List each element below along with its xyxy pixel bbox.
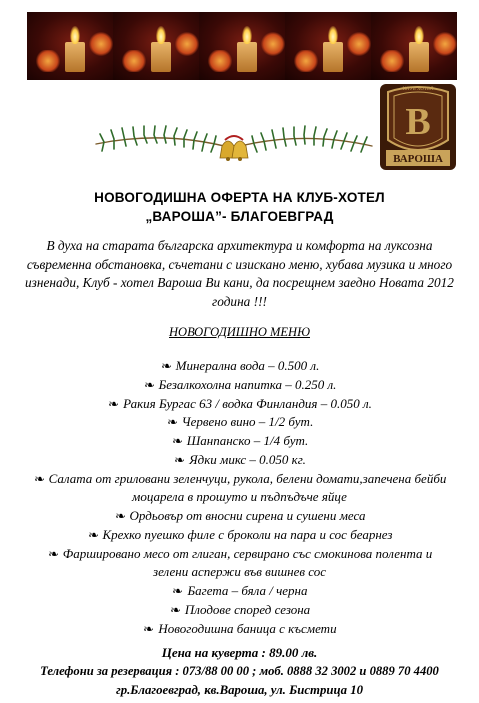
- fleuron-icon: ❧: [47, 546, 59, 561]
- menu-item-continuation: моцарела в прошуто и пъдпъдъче яйце: [132, 489, 347, 505]
- fleuron-icon: ❧: [143, 377, 155, 392]
- candle-banner: [27, 12, 457, 80]
- bells-icon: [220, 136, 248, 161]
- fleuron-icon: ❧: [172, 584, 184, 598]
- svg-text:ВАРОША: ВАРОША: [393, 153, 443, 165]
- hotel-logo: [378, 80, 458, 172]
- menu-heading: НОВОГОДИШНО МЕНЮ: [169, 325, 310, 339]
- menu-item: ❧ Багета – бяла / черна: [6, 582, 473, 601]
- menu-item: ❧ Плодове според сезона: [6, 601, 473, 620]
- menu-item: ❧ Безалкохолна напитка – 0.250 л.: [6, 376, 473, 395]
- fleuron-icon: ❧: [143, 621, 155, 636]
- candle-image: [285, 12, 371, 80]
- menu-item: ❧ Червено вино – 1/2 бут.: [6, 413, 473, 432]
- candle-image: [199, 12, 285, 80]
- svg-text:КЛУБ ХОТЕЛ: КЛУБ ХОТЕЛ: [402, 87, 434, 92]
- menu-item: ❧ Крехко пуешко филе с броколи на пара и сос беарнез: [6, 526, 473, 545]
- menu-item: ❧ Ордьовър от вносни сирена и сушени меса: [6, 507, 473, 526]
- menu-item: ❧ Новогодишна баница с късмети: [6, 620, 473, 639]
- fleuron-icon: ❧: [114, 509, 126, 523]
- candle-image: [27, 12, 113, 80]
- intro-paragraph: В духа на старата българска архитектура и комфорта на луксозна съвременна обстановка, съчетани с изискано меню, хубава музика и много изненади, Клуб - хотел Вароша Ви кани, да посрещнем заедно Новата 2012 година !!!: [25, 238, 454, 309]
- candle-image: [371, 12, 457, 80]
- fleuron-icon: ❧: [160, 359, 172, 373]
- fleuron-icon: ❧: [166, 415, 178, 430]
- menu-item: ❧ Ракия Бургас 63 / водка Финландия – 0.050 л.: [6, 395, 473, 414]
- fleuron-icon: ❧: [87, 527, 99, 542]
- pine-garland-image: [94, 124, 374, 170]
- offer-title-line2: „ВАРОША”- БЛАГОЕВГРАД: [145, 209, 334, 224]
- menu-item: ❧ Минерална вода – 0.500 л.: [6, 357, 473, 376]
- hotel-address: гр.Благоевград, кв.Вароша, ул. Бистрица 10: [115, 683, 363, 697]
- fleuron-icon: ❧: [174, 452, 186, 467]
- menu-list: [6, 357, 473, 638]
- fleuron-icon: ❧: [169, 602, 181, 617]
- reservation-phones: Телефони за резервация : 073/88 00 00 ; моб. 0888 32 3002 и 0889 70 4400: [40, 664, 439, 678]
- fleuron-icon: ❧: [33, 471, 45, 486]
- svg-text:В: В: [405, 101, 431, 143]
- menu-item: ❧ Салата от гриловани зеленчуци, рукола, белени домати,запечена бейби: [6, 470, 473, 489]
- offer-title-line1: НОВОГОДИШНА ОФЕРТА НА КЛУБ-ХОТЕЛ: [94, 190, 385, 205]
- cover-price: Цена на куверта : 89.00 лв.: [161, 645, 318, 660]
- fleuron-icon: ❧: [171, 434, 183, 448]
- menu-item: ❧ Фаршировано месо от глиган, сервирано със смокинова полента и: [6, 545, 473, 564]
- fleuron-icon: ❧: [108, 396, 120, 411]
- menu-item: ❧ Ядки микс – 0.050 кг.: [6, 451, 473, 470]
- menu-item-continuation: зелени аспержи във вишнев сос: [153, 564, 326, 580]
- candle-image: [113, 12, 199, 80]
- menu-item: ❧ Шанпанско – 1/4 бут.: [6, 432, 473, 451]
